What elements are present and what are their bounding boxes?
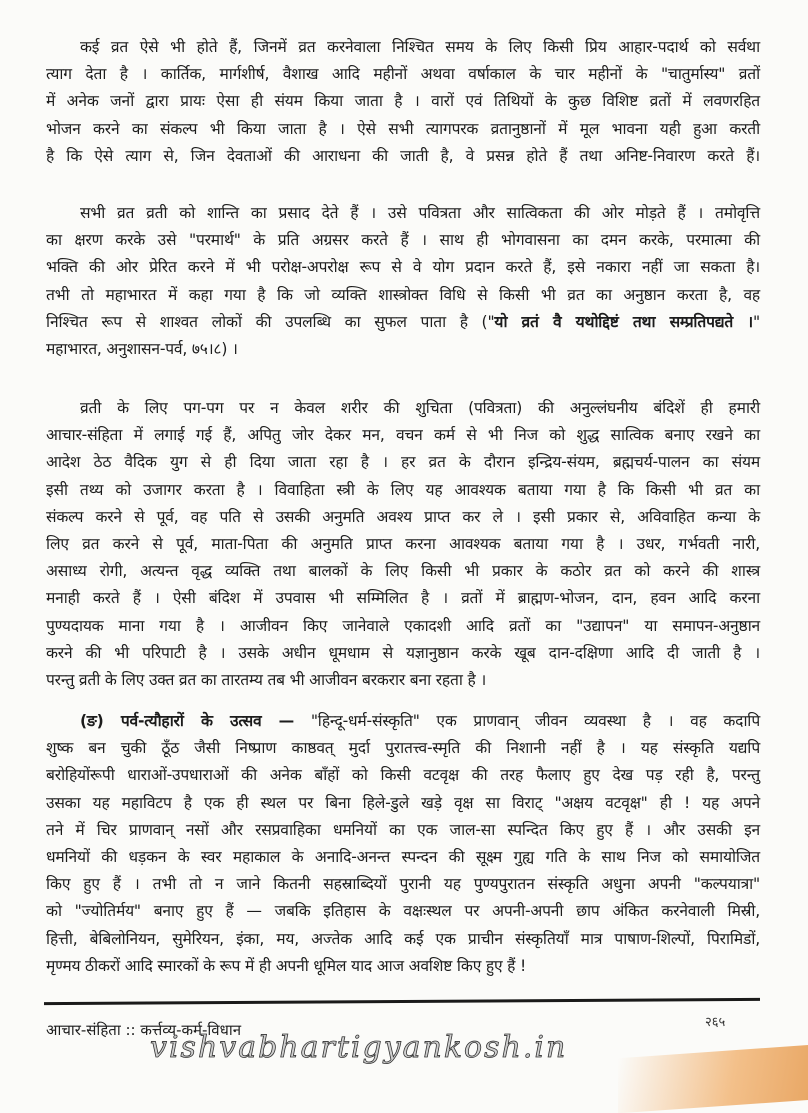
- text-line: किए हुए हैं । तभी तो न जाने कितनी सहस्राब्दियों पुरानी यह पुण्यपुरातन संस्कृति अधुना अपनी "कल्पयात्रा": [46, 875, 760, 894]
- paragraph-2: [46, 200, 760, 363]
- text-line: हित्ती, बेबिलोनियन, सुमेरियन, इंका, मय, अज्तेक आदि कई एक प्राचीन संस्कृतियाँ मात्र पाषाण-शिल्पों, पिरामिडों,: [46, 929, 760, 948]
- text-line: सभी व्रत व्रती को शान्ति का प्रसाद देते हैं । उसे पवित्रता और सात्विकता की ओर मोड़ते हैं । तमोवृत्ति: [80, 204, 760, 222]
- text-line: असाध्य रोगी, अत्यन्त वृद्ध व्यक्ति तथा बालकों के लिए किसी भी प्रकार के कठोर व्रत को करने की शास्त्र: [46, 562, 760, 581]
- text-line: कई व्रत ऐसे भी होते हैं, जिनमें व्रत करनेवाला निश्चित समय के लिए किसी प्रिय आहार-पदार्थ को सर्वथा: [80, 38, 760, 56]
- text-line: धमनियों की धड़कन के स्वर महाकाल के अनादि-अनन्त स्पन्दन की सूक्ष्म गुह्य गति के साथ निज को समायोजित: [46, 847, 760, 866]
- text-line: मनाही करते हैं । ऐसी बंदिश में उपवास भी सम्मिलित है । व्रतों में ब्राह्मण-भोजन, दान, हवन आदि करना: [46, 589, 760, 608]
- text-line: में अनेक जनों द्वारा प्रायः ऐसा ही संयम किया जाता है । वारों एवं तिथियों के कुछ विशिष्ट व्रतों में लवणरहित: [46, 92, 760, 111]
- running-title: आचार-संहिता :: कर्त्तव्य-कर्म-विधान: [46, 1021, 242, 1039]
- text-line: का क्षरण करके उसे "परमार्थ" के प्रति अग्रसर करते हैं । साथ ही भोगवासना का दमन करके, परमात्मा की: [46, 231, 760, 250]
- paragraph-3: [46, 395, 760, 694]
- text-line: संकल्प करने से पूर्व, वह पति से उसकी अनुमति अवश्य प्राप्त कर ले । इसी प्रकार से, अविवाहित कन्या के: [46, 507, 760, 526]
- text-line: है कि ऐसे त्याग से, जिन देवताओं की आराधना की जाती है, वे प्रसन्न होते हैं तथा अनिष्ट-निवारण करते हैं।: [46, 146, 760, 165]
- text-line: भोजन करने का संकल्प भी किया जाता है । ऐसे सभी त्यागपरक व्रतानुष्ठानों में मूल भावना यही हुआ करती: [46, 119, 760, 138]
- text-line: व्रती के लिए पग-पग पर न केवल शरीर की शुचिता (पवित्रता) की अनुल्लंघनीय बंदिशें ही हमारी: [80, 399, 760, 417]
- page-number: २६५: [705, 1015, 726, 1030]
- text-segment: "हिन्दू-धर्म-संस्कृति" एक प्राणवान् जीवन व्यवस्था है । वह कदापि: [294, 712, 761, 730]
- section-heading: (ङ) पर्व-त्यौहारों के उत्सव —: [80, 712, 295, 730]
- text-line: आचार-संहिता में लगाई गई हैं, अपितु जोर देकर मन, वचन कर्म से भी निज को शुद्ध सात्विक बनाए रखने का: [46, 426, 760, 445]
- text-line: करने की भी परिपाटी है । उसके अधीन धूमधाम से यज्ञानुष्ठान करके खूब दान-दक्षिणा आदि दी जाती है ।: [46, 643, 760, 662]
- watermark: vishvabhartigyankosh.in: [150, 1030, 568, 1065]
- page-edge-stain: [618, 1045, 808, 1113]
- paragraph-4: [46, 708, 760, 980]
- text-segment: ": [753, 312, 760, 331]
- text-line: मृण्मय ठीकरों आदि स्मारकों के रूप में ही अपनी धूमिल याद आज अवशिष्ट किए हुए हैं !: [46, 956, 527, 975]
- text-line: इसी तथ्य को उजागर करता है । विवाहिता स्त्री के लिए यह आवश्यक बताया गया है कि किसी भी व्रत का: [46, 480, 760, 499]
- text-line: बरोहियोंरूपी धाराओं-उपधाराओं की अनेक बाँहों को किसी वटवृक्ष की तरह फैलाए हुए देख पड़ रही है, परन्तु: [46, 766, 760, 785]
- text-segment: निश्चित रूप से शाश्वत लोकों की उपलब्धि का सुफल पाता है (": [46, 312, 495, 331]
- text-line: परन्तु व्रती के लिए उक्त व्रत का तारतम्य तब भी आजीवन बरकरार बना रहता है ।: [46, 670, 487, 689]
- text-line: लिए व्रत करने से पूर्व, माता-पिता की अनुमति प्राप्त करना आवश्यक बताया गया है । उधर, गर्भवती नारी,: [46, 534, 760, 553]
- text-line: तभी तो महाभारत में कहा गया है कि जो व्यक्ति शास्त्रोक्त विधि से किसी भी व्रत का अनुष्ठान करता है, वह: [46, 285, 760, 304]
- text-line-with-heading: [46, 708, 760, 735]
- text-line: शुष्क बन चुकी ठूँठ जैसी निष्प्राण काष्ठवत् मुर्दा पुरातत्त्व-स्मृति की निशानी नहीं है । यह संस्कृति यद्यपि: [46, 739, 760, 758]
- text-line-with-quote: [46, 309, 760, 336]
- paragraph-1: [46, 34, 760, 170]
- text-line: तने में चिर प्राणवान् नसों और रसप्रवाहिका धमनियों का एक जाल-सा स्पन्दित किए हुए हैं । और उसकी इन: [46, 820, 760, 839]
- text-line: भक्ति की ओर प्रेरित करने में भी परोक्ष-अपरोक्ष रूप से वे योग प्रदान करते हैं, इसे नकारा नहीं जा सकता है।: [46, 258, 760, 277]
- citation: महाभारत, अनुशासन-पर्व, ७५।८) ।: [46, 339, 238, 358]
- text-line: को "ज्योतिर्मय" बनाए हुए हैं — जबकि इतिहास के वक्षःस्थल पर अपनी-अपनी छाप अंकित करनेवाली मिस्री,: [46, 902, 760, 921]
- text-line: पुण्यदायक माना गया है । आजीवन किए जानेवाले एकादशी आदि व्रतों का "उद्यापन" या समापन-अनुष्ठान: [46, 616, 760, 635]
- text-line: त्याग देता है । कार्तिक, मार्गशीर्ष, वैशाख आदि महीनों अथवा वर्षाकाल के चार महीनों के "चातुर्मास्य" व्रतों: [46, 65, 760, 84]
- footer-rule: [44, 998, 760, 1005]
- sanskrit-quote: यो व्रतं वै यथोद्दिष्टं तथा सम्प्रतिपद्यते ।: [494, 312, 754, 331]
- text-line: आदेश ठेठ वैदिक युग से ही दिया जाता रहा है । हर व्रत के दौरान इन्द्रिय-संयम, ब्रह्मचर्य-पालन का संयम: [46, 453, 760, 472]
- text-line: उसका यह महाविटप है एक ही स्थल पर बिना हिले-डुले खड़े वृक्ष सा विराट् "अक्षय वटवृक्ष" ही ! यह अपने: [46, 793, 760, 812]
